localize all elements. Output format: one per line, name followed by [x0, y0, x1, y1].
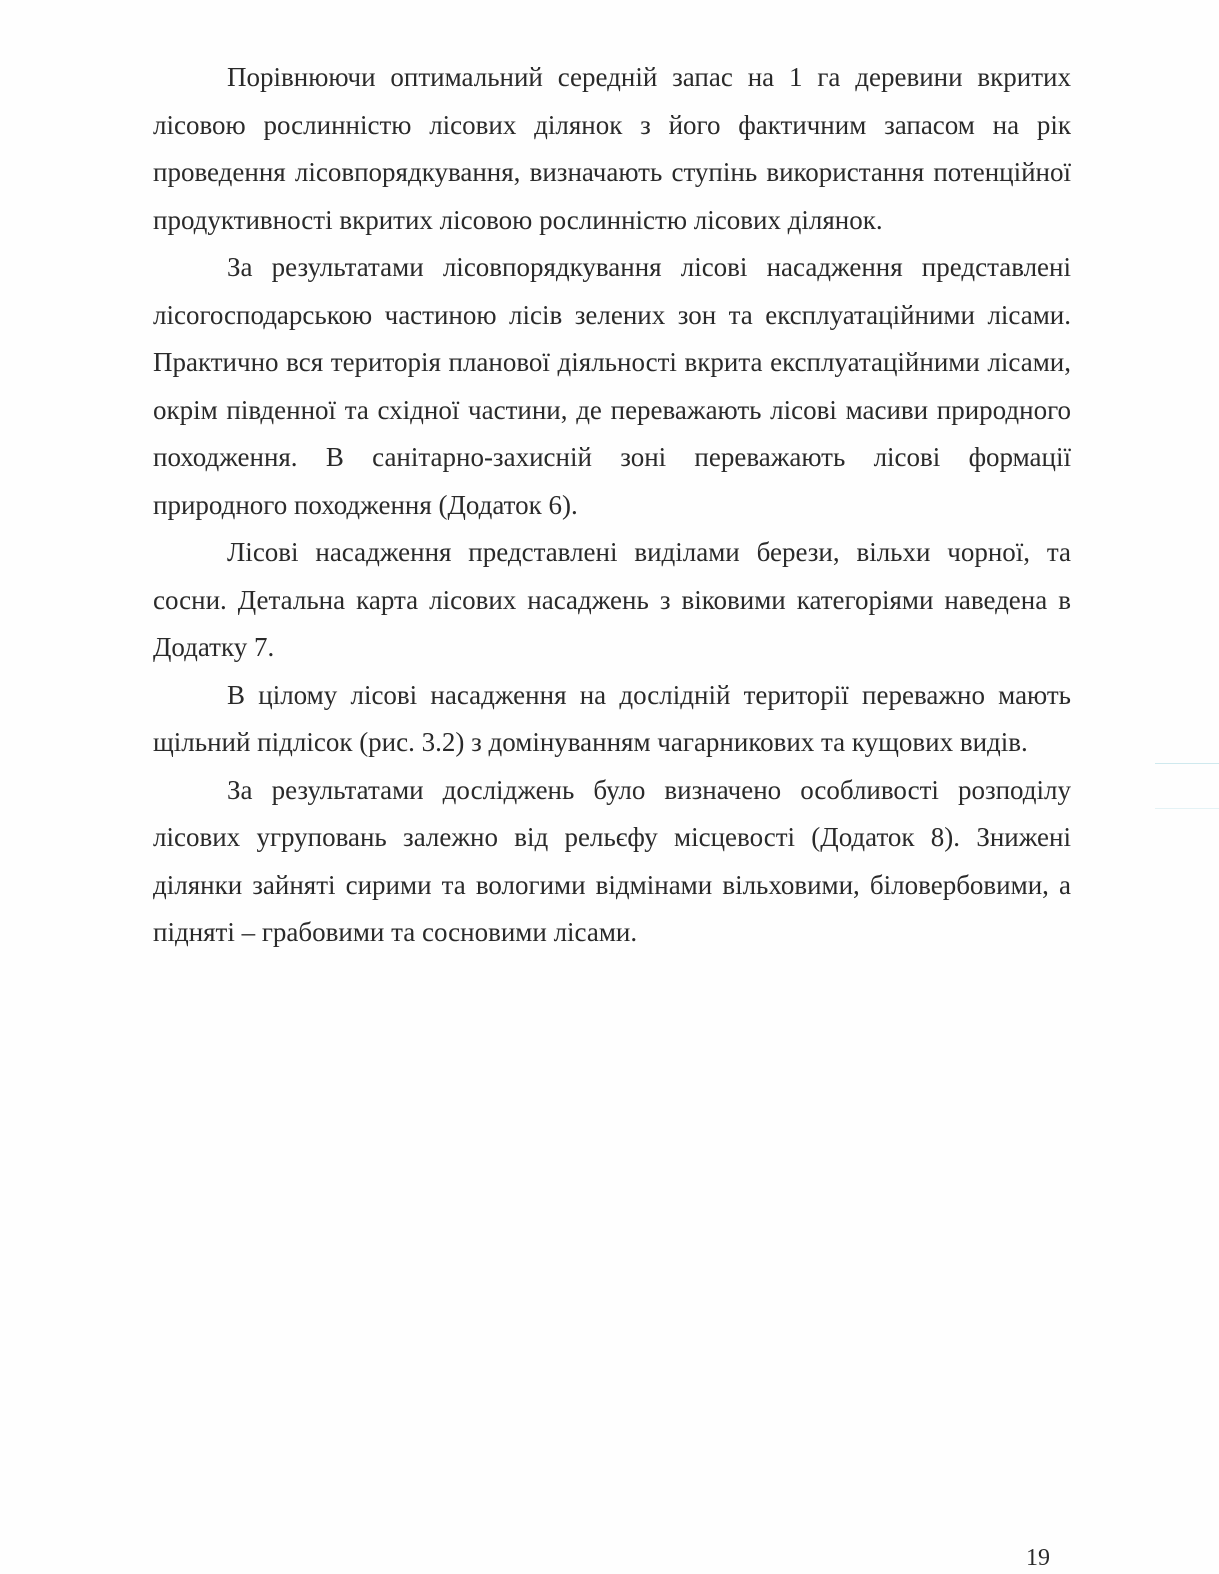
- scan-artifact-line: [1155, 808, 1219, 809]
- paragraph: Лісові насадження представлені виділами берези, вільхи чорної, та сосни. Детальна карта лісових насаджень з віковими категоріями наведена в Додатку 7.: [153, 537, 1071, 662]
- paragraph: За результатами досліджень було визначено особливості розподілу лісових угруповань залежно від рельєфу місцевості (Додаток 8). Знижені ділянки зайняті сирими та вологими відмінами вільховими, біловербовими, а підняті – грабовими та сосновими лісами.: [153, 774, 1071, 947]
- paragraph: За результатами лісовпорядкування лісові насадження представлені лісогосподарською частиною лісів зелених зон та експлуатаційними лісами. Практично вся територія планової діяльності вкрита експлуатаційними лісами, окрім південної та східної частини, де переважають лісові масиви природного походження. В санітарно-захисній зоні переважають лісові формації природного походження (Додаток 6).: [153, 252, 1071, 520]
- paragraph: В цілому лісові насадження на дослідній території переважно мають щільний підлісок (рис. 3.2) з домінуванням чагарникових та кущових видів.: [153, 679, 1071, 757]
- paragraph: Порівнюючи оптимальний середній запас на 1 га деревини вкритих лісовою рослинністю лісових ділянок з його фактичним запасом на рік проведення лісовпорядкування, визначають ступінь використання потенційної продуктивності вкритих лісовою рослинністю лісових ділянок.: [153, 62, 1071, 235]
- page-number: 19: [1026, 1545, 1050, 1571]
- body-text: [153, 54, 1071, 957]
- scan-artifact-line: [1155, 763, 1219, 764]
